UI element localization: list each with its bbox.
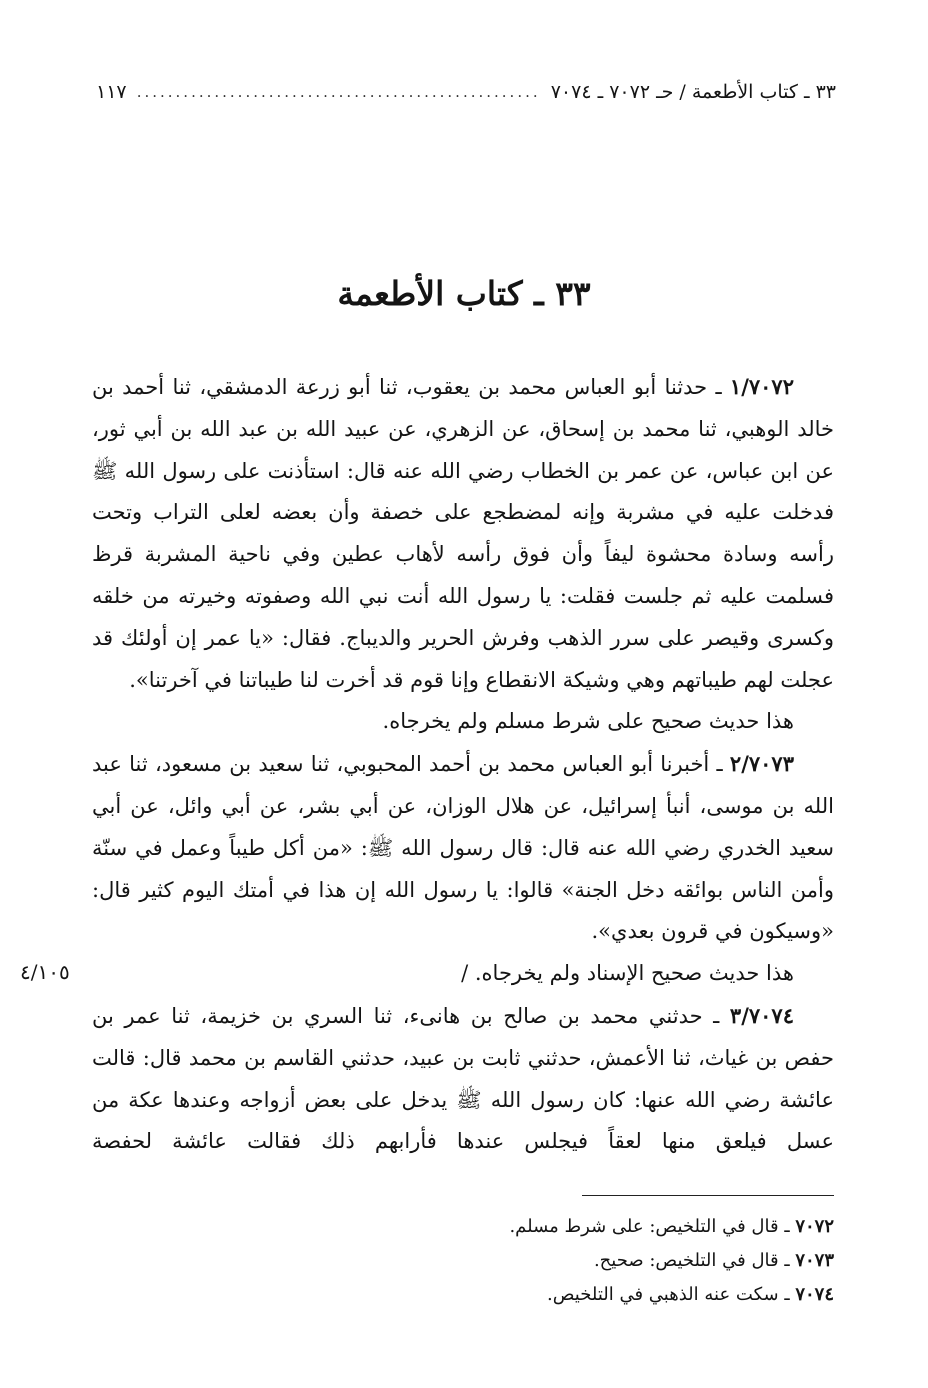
- footnote-number: ٧٠٧٢: [795, 1216, 834, 1237]
- footnote-text: ـ قال في التلخيص: على شرط مسلم.: [509, 1216, 796, 1237]
- main-text: [92, 366, 834, 1163]
- hadith-paragraph: [92, 995, 834, 1163]
- chapter-title: ٣٣ ـ كتاب الأطعمة: [337, 274, 591, 313]
- hadith-number: ٣/٧٠٧٤: [729, 1002, 794, 1028]
- leader-dots: ....................................................: [136, 83, 541, 101]
- hadith-text: ـ حدثني محمد بن صالح بن هانىء، ثنا السري بن خزيمة، ثنا عمر بن حفص بن غياث، ثنا الأعمش، حدثني ثابت بن عبيد، حدثني القاسم بن محمد قال: قالت عائشة رضي الله عنها: كان رسول الله ﷺ يدخل على بعض أزواجه وعندها عكة من عسل فيلعق منها لعقاً فيجلس عندها فأرابهم ذلك فقالت عائشة لحفصة: [92, 1003, 834, 1154]
- hadith-text: ـ أخبرنا أبو العباس محمد بن أحمد المحبوبي، ثنا سعيد بن مسعود، ثنا عبد الله بن موسى، أنبأ إسرائيل، عن هلال الوزان، عن أبي بشر، عن أبي وائل، عن أبي سعيد الخدري رضي الله عنه قال: قال رسول الله ﷺ: «من أكل طيباً وعمل في سنّة وأمن الناس بوائقه دخل الجنة» قالوا: يا رسول الله إن هذا في أمتك اليوم كثير قال: «وسيكون في قرون بعدي».: [92, 752, 834, 944]
- footnote-item: [134, 1278, 834, 1312]
- footnote-number: ٧٠٧٣: [795, 1250, 834, 1271]
- marginal-volume-page-note: ٤/١٠٥: [20, 960, 70, 984]
- footnote-text: ـ سكت عنه الذهبي في التلخيص.: [547, 1284, 796, 1305]
- hadith-number: ١/٧٠٧٢: [729, 374, 794, 399]
- hadith-paragraph: [92, 743, 834, 953]
- hadith-verdict: هذا حديث صحيح على شرط مسلم ولم يخرجاه.: [382, 709, 794, 734]
- hadith-verdict: هذا حديث صحيح الإسناد ولم يخرجاه. /: [461, 961, 794, 986]
- hadith-number: ٢/٧٠٧٣: [729, 751, 794, 777]
- running-title: ٣٣ ـ كتاب الأطعمة / حـ ٧٠٧٢ ـ ٧٠٧٤: [550, 81, 836, 103]
- footnotes: [134, 1210, 834, 1312]
- footnote-item: [134, 1244, 834, 1278]
- footnote-number: ٧٠٧٤: [795, 1284, 834, 1305]
- hadith-text: ـ حدثنا أبو العباس محمد بن يعقوب، ثنا أبو زرعة الدمشقي، ثنا أحمد بن خالد الوهبي، ثنا محمد بن إسحاق، عن الزهري، عن عبيد الله بن عبد الله بن أبي ثور، عن ابن عباس، عن عمر بن الخطاب رضي الله عنه قال: استأذنت على رسول الله ﷺ فدخلت عليه في مشربة وإنه لمضطجع على خصفة وأن بعضه لعلى التراب وتحت رأسه وسادة محشوة ليفاً وأن فوق رأسه لأهاب عطين وفي ناحية المشربة قرظ فسلمت عليه ثم جلست فقلت: يا رسول الله أنت نبي الله وصفوته وخيرته من خلقه وكسرى وقيصر على سرر الذهب وفرش الحرير والديباج. فقال: «يا عمر إن أولئك قد عجلت لهم طيباتهم وهي وشيكة الانقطاع وإنا قوم قد أخرت لنا طيباتنا في آخرتنا».: [92, 375, 834, 692]
- hadith-paragraph: [92, 366, 834, 701]
- footnote-item: [134, 1210, 834, 1244]
- footnote-divider: [582, 1195, 834, 1196]
- page-number: ١١٧: [96, 81, 127, 103]
- footnote-text: ـ قال في التلخيص: صحيح.: [593, 1250, 796, 1271]
- running-header: [96, 74, 836, 110]
